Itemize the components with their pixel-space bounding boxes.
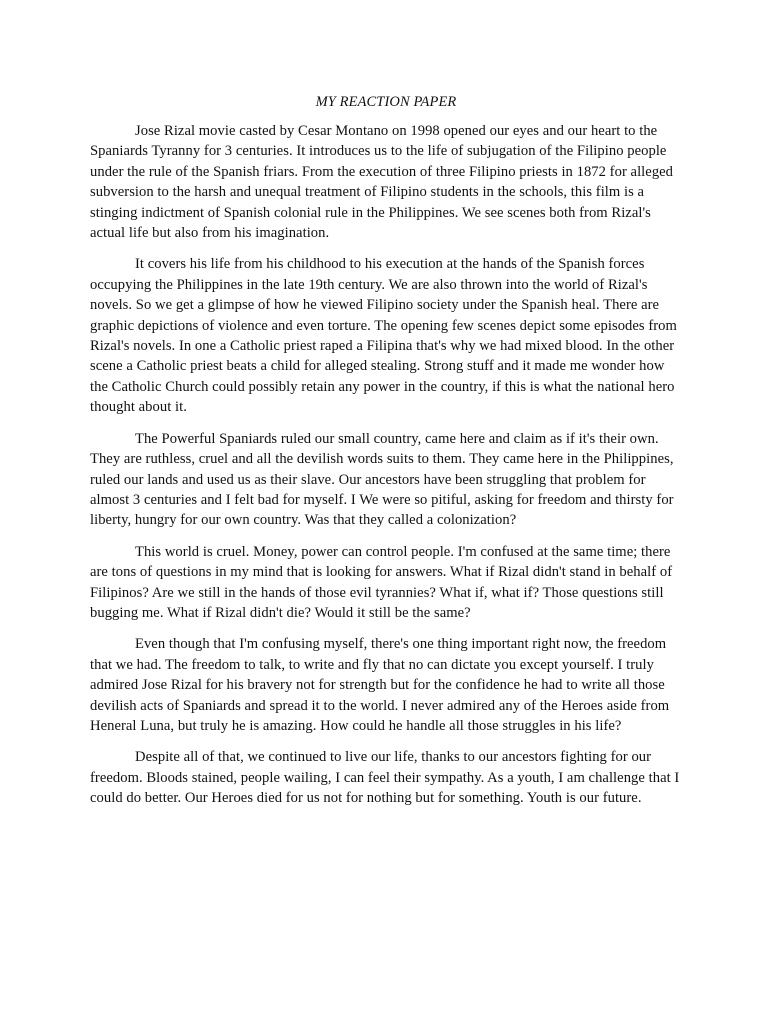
paragraph-6: Despite all of that, we continued to live our life, thanks to our ancestors fighting for our freedom. Bloods stained, people wailing, I can feel their sympathy. As a youth, I am challenge that I could do better. Our Heroes died for us not for nothing but for something. Youth is our future. — [90, 749, 680, 807]
paragraph-5: Even though that I'm confusing myself, there's one thing important right now, the freedom that we had. The freedom to talk, to write and fly that no can dictate you except yourself. I truly admired Jose Rizal for his bravery not for strength but for the confidence he had to write all those devilish acts of Spaniards and spread it to the world. I never admired any of the Heroes aside from Heneral Luna, but truly he is amazing. How could he handle all those struggles in his life? — [90, 636, 670, 734]
paragraph-3: The Powerful Spaniards ruled our small country, came here and claim as if it's their own. They are ruthless, cruel and all the devilish words suits to them. They came here in the Philippines, ruled our lands and used us as their slave. Our ancestors have been struggling that problem for almost 3 centuries and I felt bad for myself. I We were so pitiful, asking for freedom and thirsty for liberty, hungry for our own country. Was that they called a colonization? — [90, 430, 674, 529]
paragraph-1: Jose Rizal movie casted by Cesar Montano on 1998 opened our eyes and our heart to the Spaniards Tyranny for 3 centuries. It introduces us to the life of subjugation of the Filipino people under the rule of the Spanish friars. From the execution of three Filipino priests in 1872 for alleged subversion to the harsh and unequal treatment of Filipino students in the schools, this film is a stinging indictment of Spanish colonial rule in the Philippines. We see scenes both from Rizal's actual life but also from his imagination. — [90, 123, 674, 242]
paragraph-4: This world is cruel. Money, power can control people. I'm confused at the same time; there are tons of questions in my mind that is looking for answers. What if Rizal didn't stand in behalf of Filipinos? Are we still in the hands of those evil tyrannies? What if, what if? Those questions still bugging me. What if Rizal didn't die? Would it still be the same? — [90, 543, 673, 621]
paragraph-2: It covers his life from his childhood to his execution at the hands of the Spanish forces occupying the Philippines in the late 19th century. We are also thrown into the world of Rizal's novels. So we get a glimpse of how he viewed Filipino society under the Spanish heal. There are graphic depictions of violence and even torture. The opening few scenes depict some episodes from Rizal's novels. In one a Catholic priest raped a Filipina that's why we had mixed blood. In the other scene a Catholic priest beats a child for alleged stealing. Strong stuff and it made me wonder how the Catholic Church could possibly retain any power in the country, if this is what the national hero thought about it. — [90, 256, 677, 416]
page-title: MY REACTION PAPER — [315, 94, 457, 110]
